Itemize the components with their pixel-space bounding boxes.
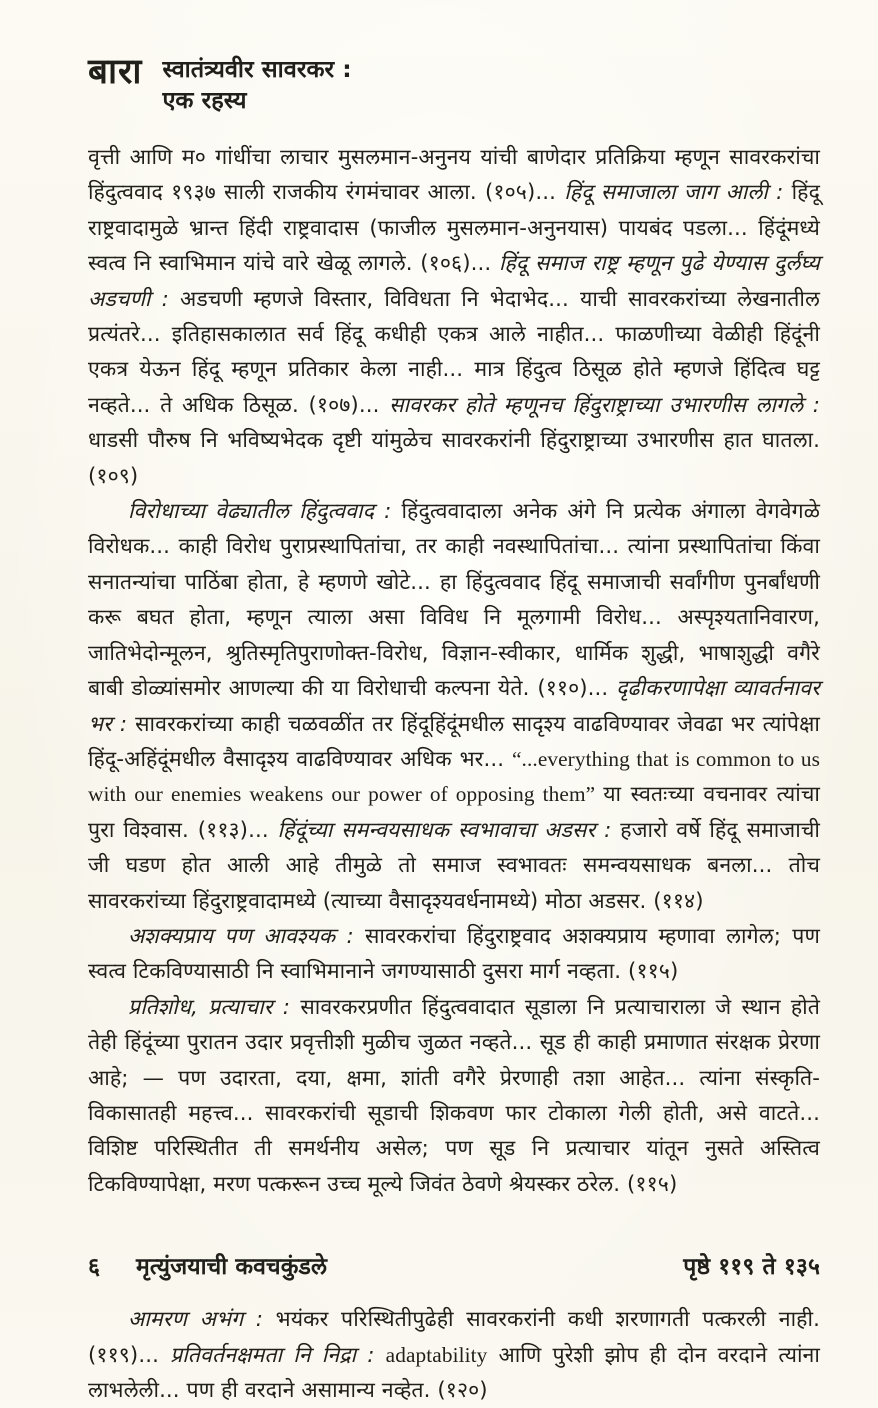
section-pages-label: पृष्ठे ११९ ते १३५ [683, 1254, 820, 1281]
paragraph [88, 140, 820, 494]
body-text [88, 140, 820, 1408]
text-segment: हजारो वर्षे हिंदू समाजाची जी घडण होत आली आहे तीमुळे तो समाज स्वभावतः समन्वयसाधक बनला... तोच सावरकरांच्या हिंदुराष्ट्रवादामध्ये (त्याच्या वैसादृश्यवर्धनामध्ये) मोठा अडसर. (११४) [88, 817, 820, 914]
emphasis-segment: हिंदू समाज राष्ट्र म्हणून पुढे येण्यास दुर्लंघ्य अडचणी : [88, 251, 820, 312]
text-segment: आणि पुरेशी झोप ही दोन वरदाने त्यांना लाभलेली... पण ही वरदाने असामान्य नव्हेत. (१२०) [88, 1342, 820, 1403]
chapter-header [88, 52, 820, 116]
text-segment: सावरकरांच्या काही चळवळींत तर हिंदूहिंदूंमधील सादृश्य वाढविण्यावर जेवढा भर त्यांपेक्षा हिंदू-अहिंदूंमधील वैसादृश्य वाढविण्यावर अधिक भर... [88, 711, 820, 772]
emphasis-segment: प्रतिशोध, प्रत्याचार : [128, 994, 301, 1020]
emphasis-segment: हिंदूंच्या समन्वयसाधक स्वभावाचा अडसर : [277, 817, 621, 843]
latin-segment: “...everything that is common to us with our enemies weakens our power of opposing them” [88, 746, 820, 807]
chapter-title-line2: एक रहस्य [162, 86, 247, 114]
paragraph [88, 1302, 820, 1408]
section-title: मृत्युंजयाची कवचकुंडले [136, 1254, 328, 1281]
emphasis-segment: हिंदू समाजाला जाग आली : [564, 180, 792, 206]
text-segment: सावरकरप्रणीत हिंदुत्ववादात सूडाला नि प्रत्याचाराला जे स्थान होते तेही हिंदूंच्या पुरातन उदार प्रवृत्तीशी मुळीच जुळत नव्हते... सूड ही काही प्रमाणात संरक्षक प्रेरणा आहे; — पण उदारता, दया, क्षमा, शांती वगैरे प्रेरणाही तशा आहेत... त्यांना संस्कृति-विकासातही महत्त्व... सावरकरांची सूडाची शिकवण फार टोकाला गेली होती, असे वाटते... विशिष्ट परिस्थितीत ती समर्थनीय असेल; पण सूड नि प्रत्याचार यांतून नुसते अस्तित्व टिकविण्यापेक्षा, मरण पत्करून उच्च मूल्ये जिवंत ठेवणे श्रेयस्कर ठरेल. (११५) [88, 994, 821, 1197]
paragraph [88, 494, 820, 919]
section-number: ६ [88, 1254, 101, 1281]
paragraph [88, 919, 820, 990]
text-segment: वृत्ती आणि म० गांधींचा लाचार मुसलमान-अनुनय यांची बाणेदार प्रतिक्रिया म्हणून सावरकरांचा हिंदुत्ववाद १९३७ साली राजकीय रंगमंचावर आला. (१०५)... [88, 145, 820, 206]
emphasis-segment: विरोधाच्या वेढ्यातील हिंदुत्ववाद : [128, 499, 402, 525]
emphasis-segment: सावरकर होते म्हणूनच हिंदुराष्ट्राच्या उभारणीस लागले : [389, 392, 820, 418]
latin-segment: adaptability [385, 1342, 488, 1367]
emphasis-segment: प्रतिवर्तनक्षमता नि निद्रा : [170, 1342, 386, 1368]
text-segment: धाडसी पौरुष नि भविष्यभेदक दृष्टी यांमुळेच सावरकरांनी हिंदुराष्ट्राच्या उभारणीस हात घातला. (१०९) [88, 428, 820, 489]
text-segment: सावरकरांचा हिंदुराष्ट्रवाद अशक्यप्राय म्हणावा लागेल; पण स्वत्व टिकविण्यासाठी नि स्वाभिमानाने जगण्यासाठी दुसरा मार्ग नव्हता. (११५) [88, 923, 820, 985]
emphasis-segment: अशक्यप्राय पण आवश्यक : [128, 923, 365, 949]
section-heading-row [88, 1252, 820, 1282]
text-segment: हिंदुत्ववादाला अनेक अंगे नि प्रत्येक अंगाला वेगवेगळे विरोधक... काही विरोध पुराप्रस्थापितांचा, तर काही नवस्थापितांचा... त्यांना प्रस्थापितांचा किंवा सनातन्यांचा पाठिंबा होता, हे म्हणणे खोटे... हा हिंदुत्ववाद हिंदू समाजाची सर्वांगीण पुनर्बांधणी करू बघत होता, म्हणून त्याला असा विविध नि मूलगामी विरोध... अस्पृश्यतानिवारण, जातिभेदोन्मूलन, श्रुतिस्मृतिपुराणोक्त-विरोध, विज्ञान-स्वीकार, धार्मिक शुद्धी, भाषाशुद्धी वगैरे बाबी डोळ्यांसमोर आणल्या की या विरोधाची कल्पना येते. (११०)... [88, 499, 820, 702]
text-segment: या स्वतःच्या वचनावर त्यांचा पुरा विश्वास. (११३)... [88, 782, 820, 843]
paragraph [88, 990, 820, 1202]
emphasis-segment: दृढीकरणापेक्षा व्यावर्तनावर भर : [88, 676, 820, 737]
chapter-title [162, 52, 351, 116]
chapter-number: बारा [88, 52, 143, 92]
main-paragraphs [88, 140, 820, 1202]
text-segment: भयंकर परिस्थितीपुढेही सावरकरांनी कधी शरणागती पत्करली नाही. (११९)... [88, 1307, 820, 1368]
text-segment: हिंदू राष्ट्रवादामुळे भ्रान्त हिंदी राष्ट्रवादास (फाजील मुसलमान-अनुनयास) पायबंद पडला... हिंदूंमध्ये स्वत्व नि स्वाभिमान यांचे वारे खेळू लागले. (१०६)... [88, 180, 820, 277]
emphasis-segment: आमरण अभंग : [128, 1307, 276, 1333]
text-segment: अडचणी म्हणजे विस्तार, विविधता नि भेदाभेद... याची सावरकरांच्या लेखनातील प्रत्यंतरे... इतिहासकालात सर्व हिंदू कधीही एकत्र आले नाहीत... फाळणीच्या वेळीही हिंदूंनी एकत्र येऊन हिंदू म्हणून प्रतिकार केला नाही... मात्र हिंदुत्व ठिसूळ होते म्हणजे हिंदित्व घट्ट नव्हते... ते अधिक ठिसूळ. (१०७)... [88, 286, 820, 418]
chapter-title-line1: स्वातंत्र्यवीर सावरकर : [162, 55, 352, 83]
tail-paragraphs [88, 1302, 820, 1408]
